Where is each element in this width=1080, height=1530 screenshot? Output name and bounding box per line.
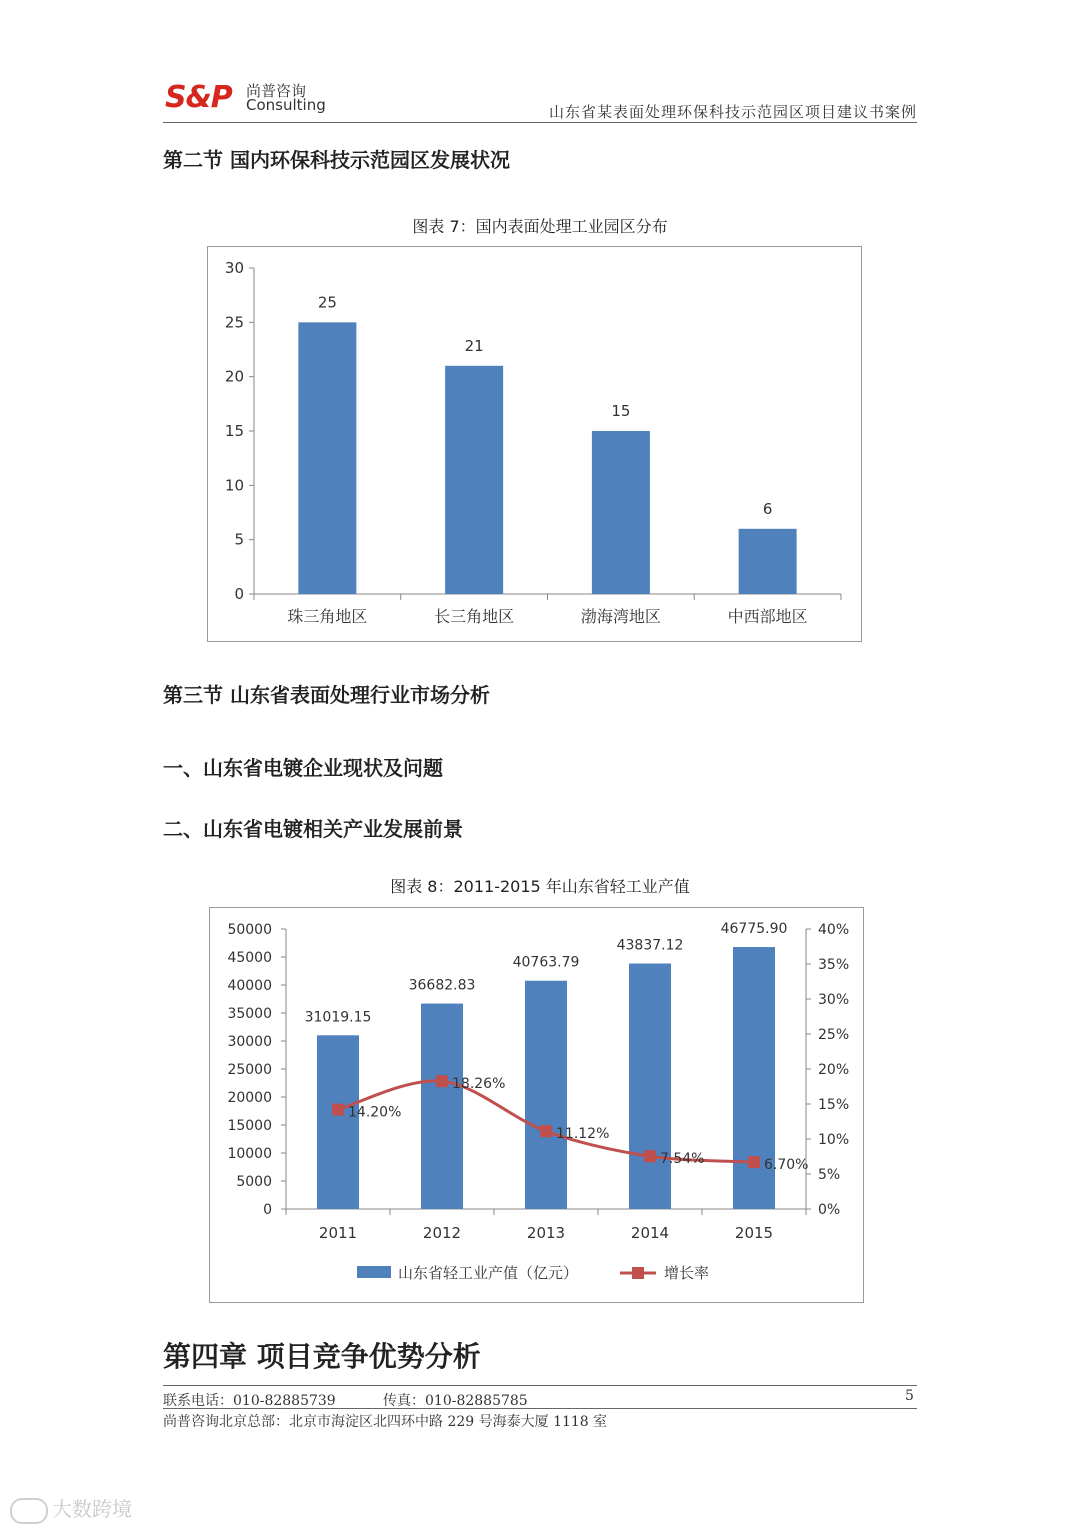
section-2-heading: 第二节 国内环保科技示范园区发展状况	[163, 148, 510, 172]
x-tick-label: 2013	[526, 1224, 566, 1242]
footer-phone: 联系电话：010-82885739	[163, 1393, 336, 1409]
legend-bar-label: 山东省轻工业产值（亿元）	[398, 1264, 579, 1282]
data-label: 21	[464, 336, 484, 355]
y-tick-label: 0	[234, 585, 244, 603]
data-label: 25	[317, 293, 337, 312]
growth-rate-label: 7.54%	[660, 1151, 705, 1168]
x-tick-label: 2011	[318, 1224, 358, 1242]
logo-english-name: Consulting	[246, 96, 326, 114]
footer-divider-top	[163, 1385, 917, 1386]
x-tick-label: 2014	[630, 1224, 670, 1242]
y-tick-label: 30000	[227, 1034, 272, 1050]
y-tick-label: 45000	[227, 950, 272, 966]
subsection-1-heading: 一、山东省电镀企业现状及问题	[163, 756, 443, 780]
y-tick-label: 15	[224, 422, 244, 440]
x-tick-label: 长三角地区	[434, 607, 515, 626]
y-tick-label: 50000	[227, 922, 272, 938]
y-tick-label: 25000	[227, 1062, 272, 1078]
y2-tick-label: 0%	[818, 1202, 841, 1218]
section-3-heading: 第三节 山东省表面处理行业市场分析	[163, 683, 490, 707]
chart-8-frame	[209, 907, 864, 1303]
growth-rate-marker	[332, 1104, 344, 1116]
x-tick-label: 2012	[422, 1224, 462, 1242]
y2-tick-label: 5%	[818, 1167, 841, 1183]
legend-bar-swatch	[357, 1266, 391, 1278]
x-tick-label: 中西部地区	[727, 607, 808, 626]
y-tick-label: 25	[224, 313, 244, 332]
growth-rate-label: 11.12%	[556, 1126, 610, 1143]
y-tick-label: 5000	[236, 1174, 272, 1190]
watermark-text: 大数跨境	[52, 1497, 132, 1521]
chart-8-title: 图表 8：2011-2015 年山东省轻工业产值	[390, 877, 690, 896]
growth-rate-label: 18.26%	[452, 1076, 506, 1093]
bar-data-label: 40763.79	[512, 954, 580, 971]
y-tick-label: 10000	[227, 1146, 272, 1162]
footer-fax: 传真：010-82885785	[383, 1393, 528, 1409]
y-tick-label: 0	[263, 1202, 272, 1218]
x-tick-label: 2015	[734, 1224, 774, 1242]
chart-7-plot	[208, 247, 861, 641]
growth-rate-marker	[748, 1156, 760, 1168]
y2-tick-label: 30%	[818, 992, 850, 1008]
y-tick-label: 20000	[227, 1090, 272, 1106]
y-tick-label: 40000	[227, 978, 272, 994]
bar-data-label: 36682.83	[408, 977, 476, 994]
subsection-2-heading: 二、山东省电镀相关产业发展前景	[163, 817, 463, 841]
data-label: 6	[762, 499, 773, 518]
data-label: 15	[611, 402, 631, 420]
y-tick-label: 30	[224, 259, 244, 277]
y-tick-label: 15000	[227, 1118, 272, 1134]
document-title: 山东省某表面处理环保科技示范园区项目建议书案例	[548, 103, 917, 121]
y2-tick-label: 20%	[818, 1062, 850, 1078]
chart-8-plot	[210, 908, 863, 1302]
y-tick-label: 35000	[227, 1006, 272, 1022]
y2-tick-label: 35%	[818, 957, 850, 973]
y2-tick-label: 40%	[818, 922, 850, 938]
y2-tick-label: 15%	[818, 1097, 850, 1113]
footer-address: 尚普咨询北京总部：北京市海淀区北四环中路 229 号海泰大厦 1118 室	[163, 1414, 608, 1430]
bar-data-label: 43837.12	[616, 937, 684, 954]
growth-rate-label: 14.20%	[348, 1104, 402, 1121]
chart-7-frame	[207, 246, 862, 642]
growth-rate-marker	[540, 1125, 552, 1137]
bar-data-label: 46775.90	[720, 921, 788, 938]
chapter-4-heading: 第四章 项目竞争优势分析	[163, 1340, 481, 1373]
bar	[739, 529, 797, 594]
growth-rate-marker	[644, 1150, 656, 1162]
footer-divider-bottom	[163, 1408, 917, 1409]
legend-line-label: 增长率	[664, 1264, 710, 1282]
growth-rate-label: 6.70%	[764, 1157, 809, 1174]
chart-7-title: 图表 7：国内表面处理工业园区分布	[412, 217, 668, 236]
bar-data-label: 31019.15	[304, 1009, 372, 1026]
bar	[421, 1004, 463, 1209]
bar	[592, 431, 650, 594]
growth-rate-marker	[436, 1075, 448, 1087]
logo-chinese-name: 尚普咨询	[246, 82, 307, 100]
header-divider	[163, 122, 917, 123]
bar	[629, 964, 671, 1209]
y2-tick-label: 10%	[818, 1132, 850, 1148]
bar	[525, 981, 567, 1209]
y2-tick-label: 25%	[818, 1027, 850, 1043]
watermark	[10, 1493, 132, 1524]
y-tick-label: 10	[224, 476, 244, 495]
logo-mark: S&P	[165, 80, 232, 115]
legend-line-marker	[632, 1267, 644, 1279]
y-tick-label: 20	[224, 367, 244, 386]
bar	[317, 1035, 359, 1209]
bar	[298, 322, 356, 594]
page-number: 5	[905, 1388, 914, 1404]
y-tick-label: 5	[234, 530, 244, 549]
x-tick-label: 渤海湾地区	[580, 607, 661, 626]
x-tick-label: 珠三角地区	[287, 607, 368, 626]
watermark-logo-icon	[10, 1498, 48, 1524]
bar	[445, 366, 503, 594]
